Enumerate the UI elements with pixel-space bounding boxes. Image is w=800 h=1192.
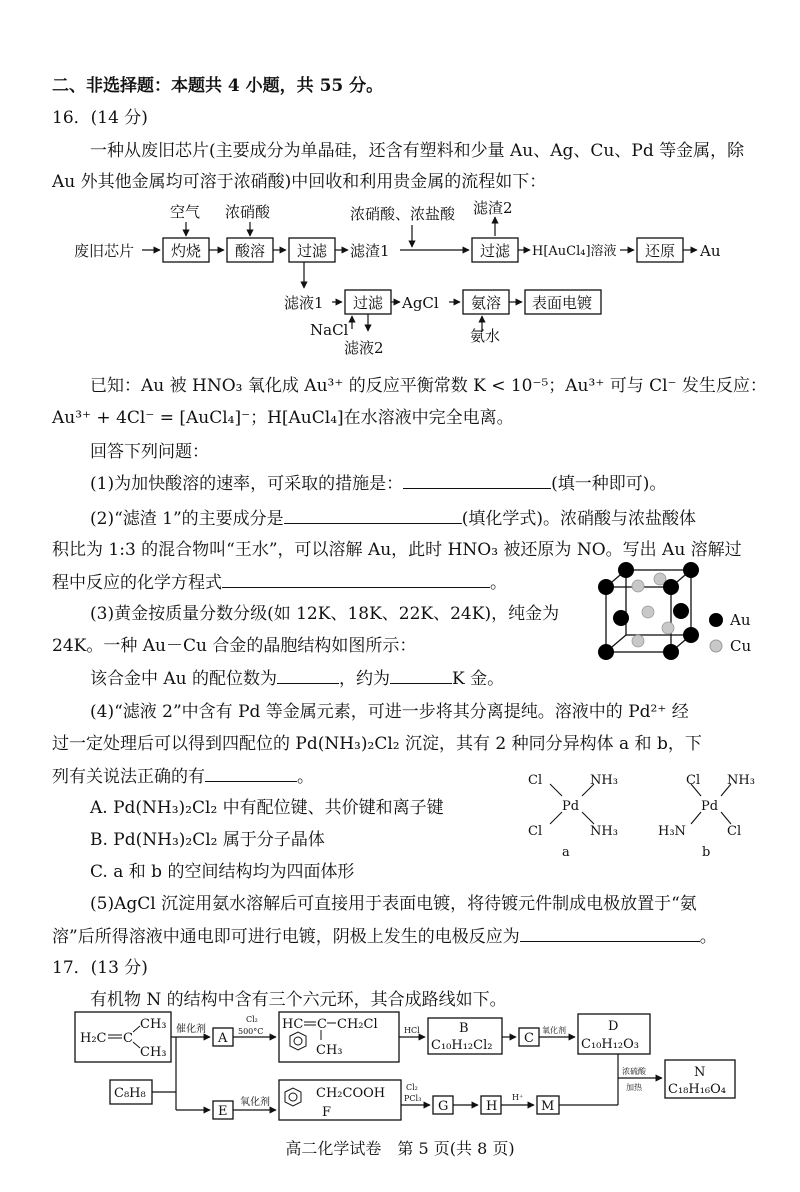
isomer-b-h3n: H₃N — [658, 824, 686, 839]
oxidant-label-2: 氧化剂 — [240, 1097, 270, 1108]
cu-atom — [632, 635, 644, 647]
flow-nacl: NaCl — [310, 321, 349, 339]
q16-part2-text: (2)“滤渣 1”的主要成分是 — [90, 509, 284, 529]
cl2-label-2: Cl₂ — [406, 1083, 418, 1092]
intermediate-hc: HC — [282, 1017, 304, 1032]
crystal-cell-diagram — [594, 562, 784, 668]
q16-intro-2: Au 外其他金属均可溶于浓硝酸)中回收和利用贵金属的流程如下： — [52, 172, 547, 192]
q16-part4-blank[interactable] — [205, 766, 297, 782]
isomer-b-pd: Pd — [701, 799, 719, 814]
q16-part4-line2: 过一定处理后可以得到四配位的 Pd(NH₃)₂Cl₂ 沉淀，其有 2 种同分异构体 a 和 b，下 — [52, 734, 702, 754]
q16-part1-tail: (填一种即可)。 — [551, 474, 667, 494]
page-footer: 高二化学试卷 第 5 页(共 8 页) — [285, 1139, 515, 1158]
q16-part3-line2: 24K。一种 Au－Cu 合金的晶胞结构如图所示： — [52, 636, 417, 656]
flow-filter-2: 过滤 — [480, 242, 511, 260]
q16-part4-end: 。 — [297, 767, 314, 787]
au-atom — [613, 610, 629, 626]
section-title: 二、非选择题：本题共 4 小题，共 55 分。 — [52, 76, 384, 96]
q16-part3-blank-1[interactable] — [277, 668, 339, 684]
c8h8: C₈H₈ — [114, 1086, 146, 1101]
q16-part4-text: 列有关说法正确的有 — [52, 767, 205, 787]
q16-header: 16．(14 分) — [52, 108, 148, 128]
q16-part4-line1: (4)“滤液 2”中含有 Pd 等金属元素，可进一步将其分离提纯。溶液中的 Pd²⁺ 经 — [90, 702, 689, 722]
legend-cu: Cu — [730, 637, 752, 655]
reactant-c: C — [123, 1031, 133, 1046]
legend-au-dot — [709, 613, 723, 627]
au-atom — [663, 644, 679, 660]
q17-header: 17．(13 分) — [52, 958, 148, 978]
q16-part3-about: ，约为 — [339, 669, 391, 689]
q16-part2-eq: 程中反应的化学方程式 — [52, 573, 222, 593]
au-atom — [598, 579, 614, 595]
flow-air: 空气 — [170, 203, 201, 221]
q16-intro-1: 一种从废旧芯片(主要成分为单晶硅，还含有塑料和少量 Au、Ag、Cu、Pd 等金属，除 — [90, 141, 745, 161]
q16-option-c: C. a 和 b 的空间结构均为四面体形 — [90, 862, 355, 882]
legend-cu-dot — [710, 640, 722, 652]
isomer-a-nh3-bottom: NH₃ — [590, 824, 618, 839]
temp-label: 500°C — [238, 1027, 264, 1036]
q16-flowchart — [60, 195, 760, 365]
compound-n: N — [694, 1065, 706, 1080]
q16-part5-end: 。 — [699, 927, 717, 947]
compound-e: E — [218, 1104, 228, 1119]
compound-n-formula: C₁₈H₁₆O₄ — [668, 1082, 726, 1097]
au-atom — [598, 644, 614, 660]
q16-part2-blank-2[interactable] — [222, 572, 490, 588]
compound-h: H — [486, 1099, 498, 1114]
q16-part2-line2: 积比为 1:3 的混合物叫“王水”，可以溶解 Au，此时 HNO₃ 被还原为 NO。写出 Au 溶解过 — [52, 540, 742, 560]
flow-roast: 灼烧 — [171, 242, 202, 260]
q16-part5-line1: (5)AgCl 沉淀用氨水溶解后可直接用于表面电镀，将待镀元件制成电极放置于“氨 — [90, 894, 697, 914]
isomer-b-nh3-top: NH₃ — [727, 773, 755, 788]
flow-filtrate1: 滤液1 — [284, 294, 324, 312]
flow-ammonia: 氨水 — [470, 327, 501, 345]
reactant-h2c: H₂C — [80, 1031, 107, 1046]
heat-label: 加热 — [626, 1083, 642, 1092]
oxidant-label-1: 氧化剂 — [542, 1026, 566, 1035]
isomer-b-cl-bottom: Cl — [727, 824, 742, 839]
au-atom — [683, 627, 699, 643]
q16-part3-blank-2[interactable] — [390, 668, 452, 684]
q16-part5-text: 溶”后所得溶液中通电即可进行电镀，阴极上发生的电极反应为 — [52, 927, 520, 947]
q16-part1 — [90, 473, 666, 494]
isomer-b-cl-top: Cl — [686, 773, 701, 788]
q16-known-1: 已知：Au 被 HNO₃ 氧化成 Au³⁺ 的反应平衡常数 K < 10⁻⁵；Au³⁺ 可与 Cl⁻ 发生反应： — [90, 376, 767, 396]
q16-part2-line1 — [90, 508, 696, 529]
intermediate-c: C — [317, 1017, 327, 1032]
compound-b: B — [459, 1021, 469, 1036]
q16-part5-blank[interactable] — [520, 926, 700, 942]
flow-residue2: 滤渣2 — [473, 199, 513, 217]
q16-option-b: B. Pd(NH₃)₂Cl₂ 属于分子晶体 — [90, 830, 325, 850]
flow-acid: 酸溶 — [235, 242, 266, 260]
compound-d-formula: C₁₀H₁₂O₃ — [581, 1037, 639, 1052]
isomer-a-nh3-top: NH₃ — [590, 773, 618, 788]
intermediate-ch2cl: CH₂Cl — [337, 1017, 378, 1032]
q16-part4-line3 — [52, 766, 314, 787]
isomer-diagram — [520, 768, 790, 864]
q16-part3-tail: K 金。 — [452, 669, 505, 689]
intermediate-ch3: CH₃ — [316, 1043, 343, 1058]
cu-atom — [632, 580, 644, 592]
q16-known-2: Au³⁺ + 4Cl⁻ = [AuCl₄]⁻；H[AuCl₄]在水溶液中完全电离。 — [52, 408, 514, 428]
flow-reduce: 还原 — [645, 242, 676, 260]
isomer-a-label: a — [562, 845, 570, 860]
compound-a: A — [218, 1031, 228, 1046]
q16-answer-prompt: 回答下列问题： — [90, 442, 209, 462]
q16-part3-line3 — [90, 668, 504, 689]
flow-nitric: 浓硝酸 — [225, 203, 271, 221]
compound-f-ch2cooh: CH₂COOH — [316, 1086, 386, 1101]
reactant-ch3-top: CH₃ — [140, 1017, 167, 1032]
legend-au: Au — [730, 611, 751, 629]
au-atom — [618, 562, 634, 578]
catalyst-label: 催化剂 — [176, 1024, 206, 1035]
cu-atom — [662, 622, 674, 634]
compound-b-formula: C₁₀H₁₂Cl₂ — [431, 1038, 493, 1053]
au-atom — [663, 579, 679, 595]
q16-option-a: A. Pd(NH₃)₂Cl₂ 中有配位键、共价键和离子键 — [90, 798, 444, 818]
flow-plating: 表面电镀 — [532, 294, 593, 312]
q16-part5-line2 — [52, 926, 717, 947]
q16-part3-line1: (3)黄金按质量分数分级(如 12K、18K、22K、24K)，纯金为 — [90, 604, 560, 624]
flow-aqua: 浓硝酸、浓盐酸 — [350, 205, 456, 223]
q17-synthesis-scheme — [70, 1010, 740, 1122]
cl2-label-1: Cl₂ — [246, 1015, 258, 1024]
isomer-a-pd: Pd — [562, 799, 580, 814]
compound-d: D — [608, 1019, 619, 1034]
flow-filter-1: 过滤 — [297, 242, 328, 260]
flow-filter-3: 过滤 — [353, 294, 384, 312]
flow-solution: H[AuCl₄]溶液 — [532, 244, 617, 259]
q17-intro: 有机物 N 的结构中含有三个六元环，其合成路线如下。 — [90, 990, 507, 1010]
flow-agcl: AgCl — [402, 294, 439, 312]
q16-part2-tail: (填化学式)。浓硝酸与浓盐酸体 — [461, 509, 696, 529]
compound-m: M — [541, 1099, 555, 1114]
isomer-a-cl-top: Cl — [528, 773, 543, 788]
compound-g: G — [438, 1099, 449, 1114]
reactant-ch3-bottom: CH₃ — [140, 1045, 167, 1060]
au-atom — [683, 562, 699, 578]
flow-start: 废旧芯片 — [74, 242, 135, 260]
au-atom — [673, 603, 689, 619]
isomer-b-label: b — [702, 845, 711, 860]
pcl3-label: PCl₃ — [404, 1094, 422, 1103]
flow-filtrate2: 滤液2 — [344, 339, 384, 357]
compound-f: F — [322, 1105, 332, 1120]
flow-ammonia-dissolve: 氨溶 — [471, 294, 502, 312]
cu-atom — [642, 606, 654, 618]
q16-part2-blank-1[interactable] — [284, 508, 462, 524]
q16-part2-line3 — [52, 572, 507, 593]
hplus-label: H⁺ — [512, 1093, 524, 1102]
q16-part1-text: (1)为加快酸溶的速率，可采取的措施是： — [90, 474, 404, 494]
h2so4-label: 浓硫酸 — [622, 1067, 646, 1076]
flow-au: Au — [700, 242, 721, 260]
isomer-a-cl-bottom: Cl — [528, 824, 543, 839]
compound-c: C — [524, 1031, 534, 1046]
q16-part1-blank[interactable] — [403, 473, 551, 489]
hcl-label: HCl — [404, 1026, 420, 1035]
q16-part2-end: 。 — [490, 573, 507, 593]
flow-residue1: 滤渣1 — [350, 242, 390, 260]
q16-part3-coord: 该合金中 Au 的配位数为 — [90, 669, 278, 689]
